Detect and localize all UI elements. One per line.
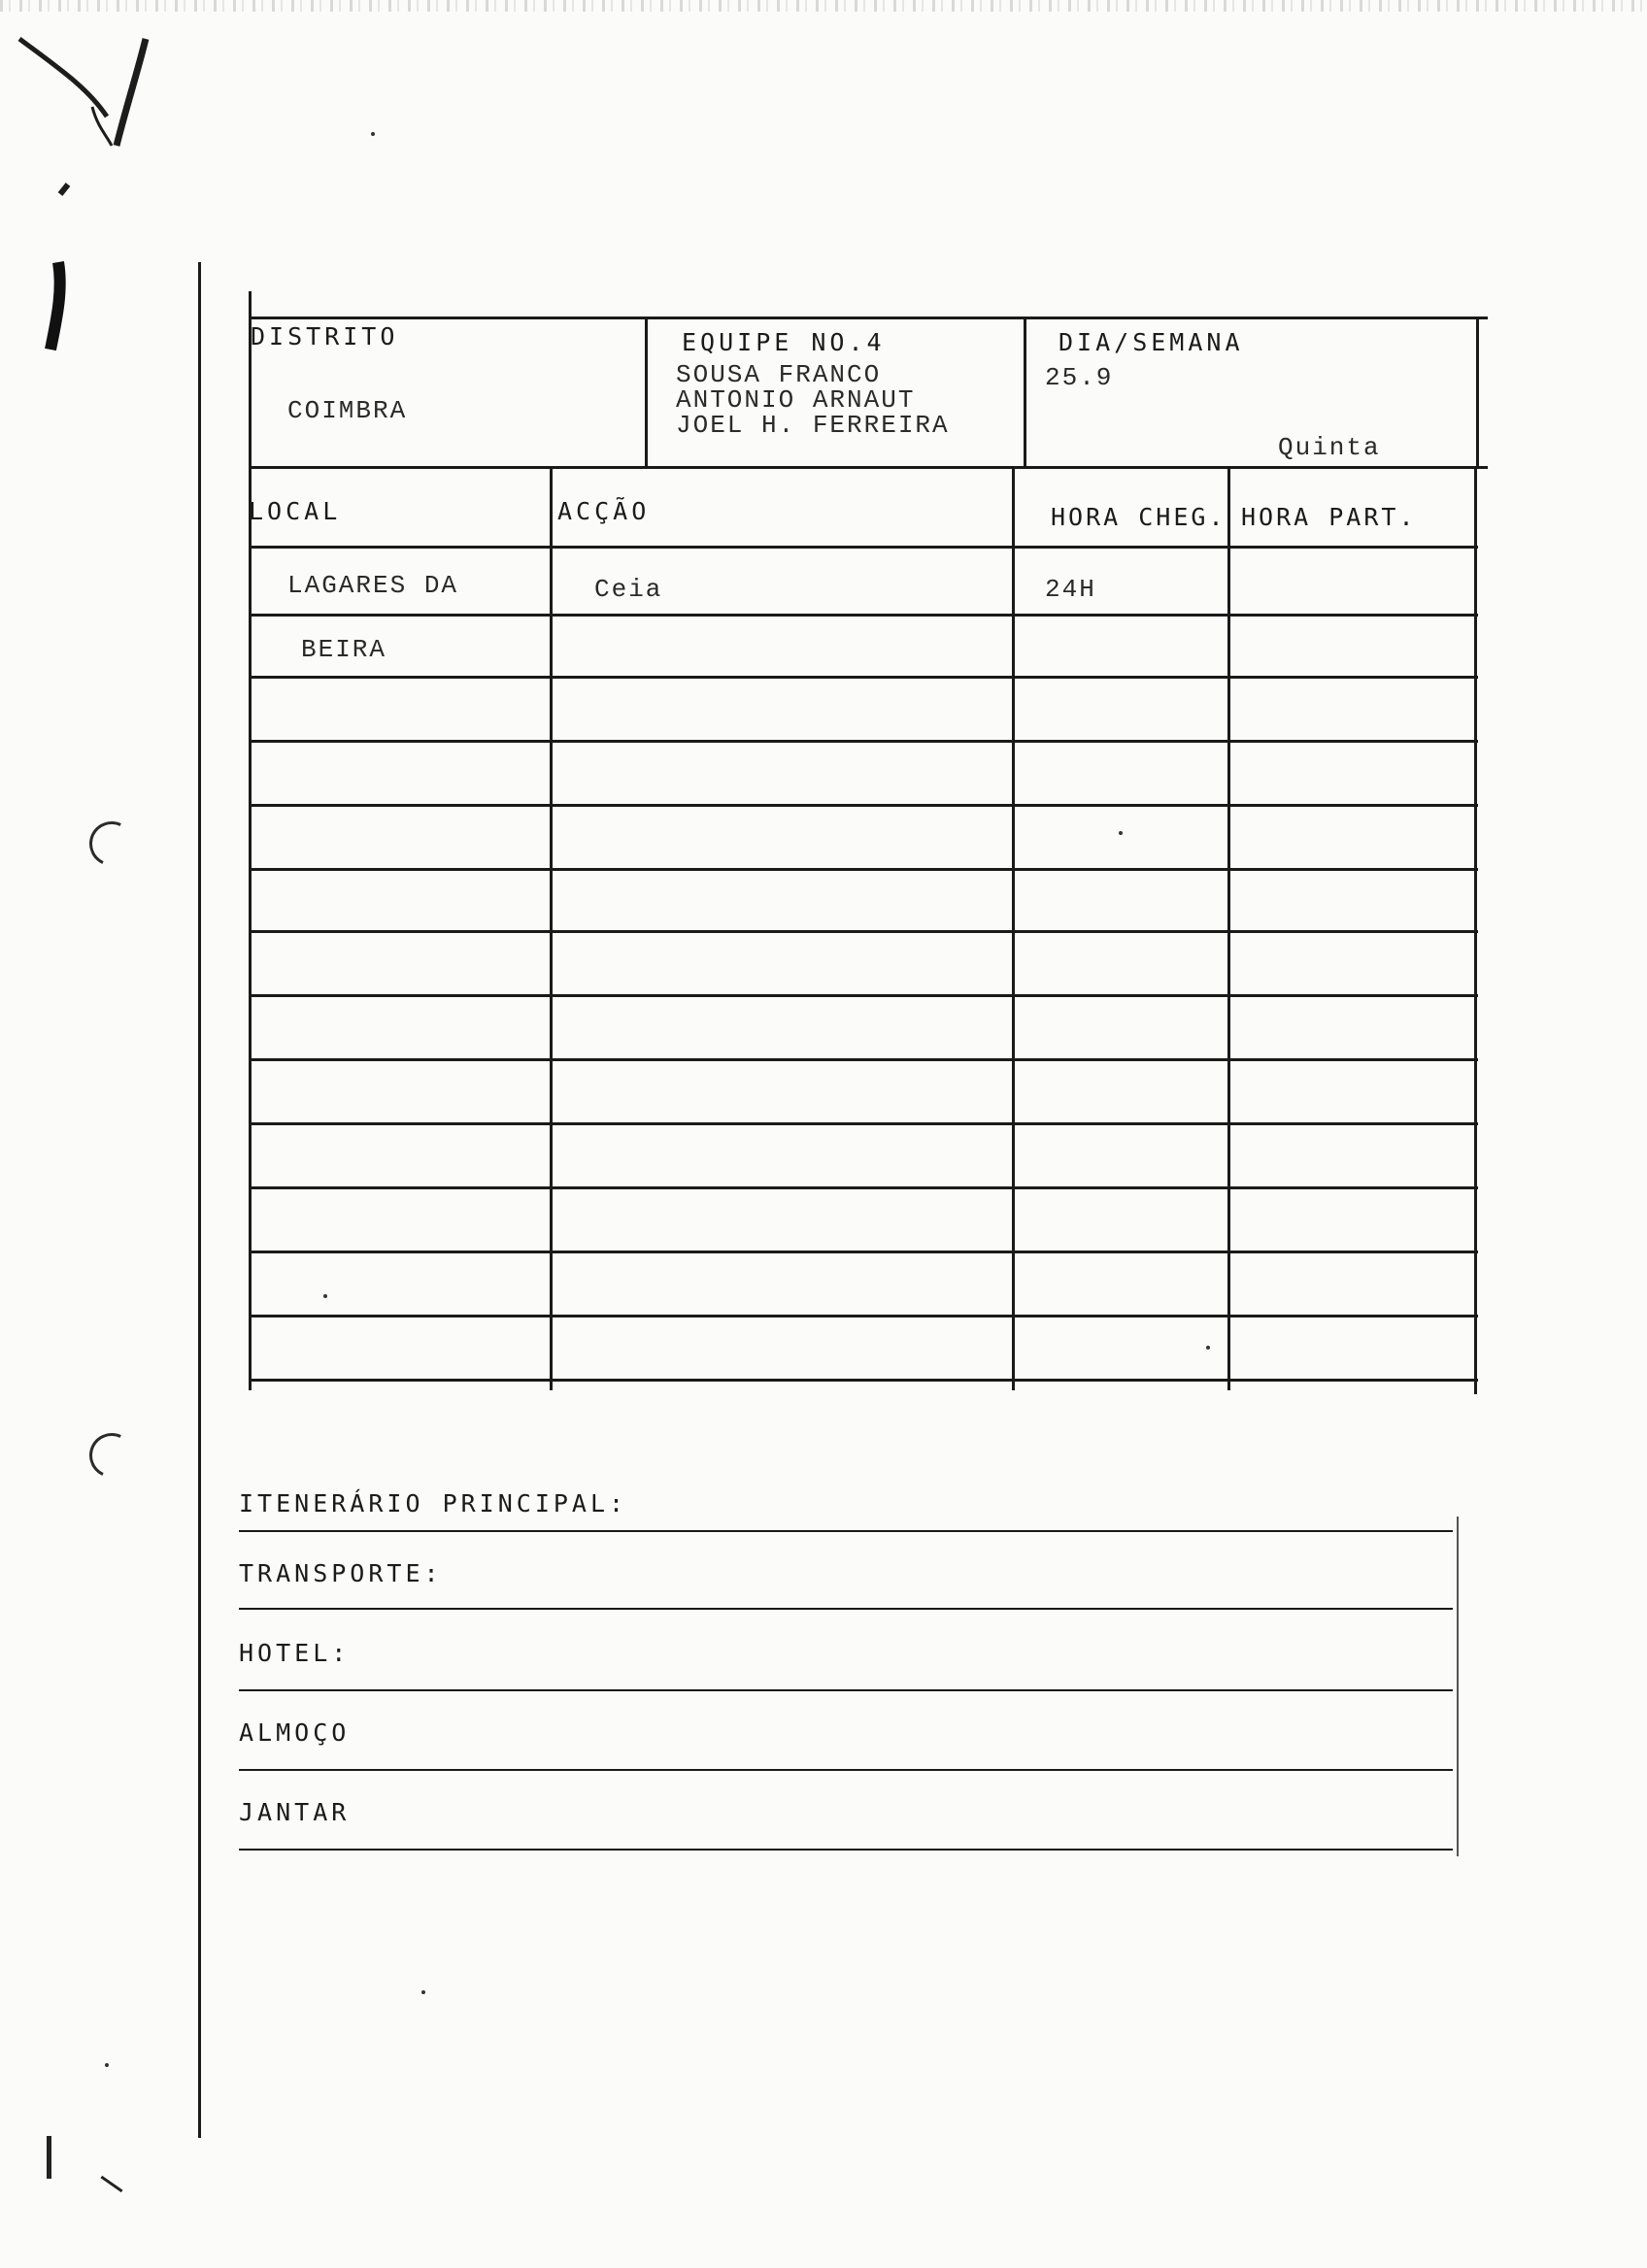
weekday: Quinta [1278, 433, 1381, 462]
equipe-member: JOEL H. FERREIRA [676, 411, 950, 440]
dia-value: 25.9 [1045, 363, 1114, 392]
distrito-value: COIMBRA [287, 396, 408, 425]
hotel-label: HOTEL: [239, 1639, 351, 1667]
equipe-member: SOUSA FRANCO [676, 360, 882, 389]
cell-hora-cheg: 24H [1045, 575, 1096, 604]
hotel-row [239, 1639, 350, 1667]
jantar-row [239, 1798, 350, 1826]
punch-hole [84, 1427, 141, 1484]
col-header-local: LOCAL [249, 497, 342, 525]
scan-speck [421, 1990, 425, 1994]
transporte-label: TRANSPORTE: [239, 1559, 443, 1587]
col-header-hora-cheg: HORA CHEG. [1051, 503, 1227, 531]
scan-speck [371, 132, 375, 136]
equipe-member: ANTONIO ARNAUT [676, 385, 916, 415]
itinerario-label: ITENERÁRIO PRINCIPAL: [239, 1489, 628, 1518]
punch-hole [84, 816, 141, 873]
transporte-row [239, 1559, 443, 1587]
cell-local: LAGARES DA [287, 571, 459, 600]
almoco-label: ALMOÇO [239, 1718, 351, 1747]
cell-local: BEIRA [301, 635, 387, 664]
scan-speck [105, 2063, 109, 2067]
col-header-hora-part: HORA PART. [1241, 503, 1417, 531]
scan-speck [1206, 1346, 1210, 1350]
scan-speck [323, 1294, 327, 1298]
cell-accao: Ceia [594, 575, 663, 604]
itinerario-row [239, 1489, 627, 1518]
equipe-label: EQUIPE NO.4 [682, 328, 886, 356]
scan-mark [100, 2176, 122, 2192]
binding-line [198, 262, 201, 2138]
scan-noise [0, 0, 1647, 12]
handwritten-marks [0, 0, 194, 369]
scan-speck [1119, 831, 1123, 835]
distrito-label: DISTRITO [251, 322, 399, 350]
col-header-accao: ACÇÃO [557, 497, 651, 525]
jantar-label: JANTAR [239, 1798, 351, 1826]
dia-semana-label: DIA/SEMANA [1059, 328, 1244, 356]
scan-mark [47, 2136, 51, 2179]
almoco-row [239, 1718, 350, 1747]
